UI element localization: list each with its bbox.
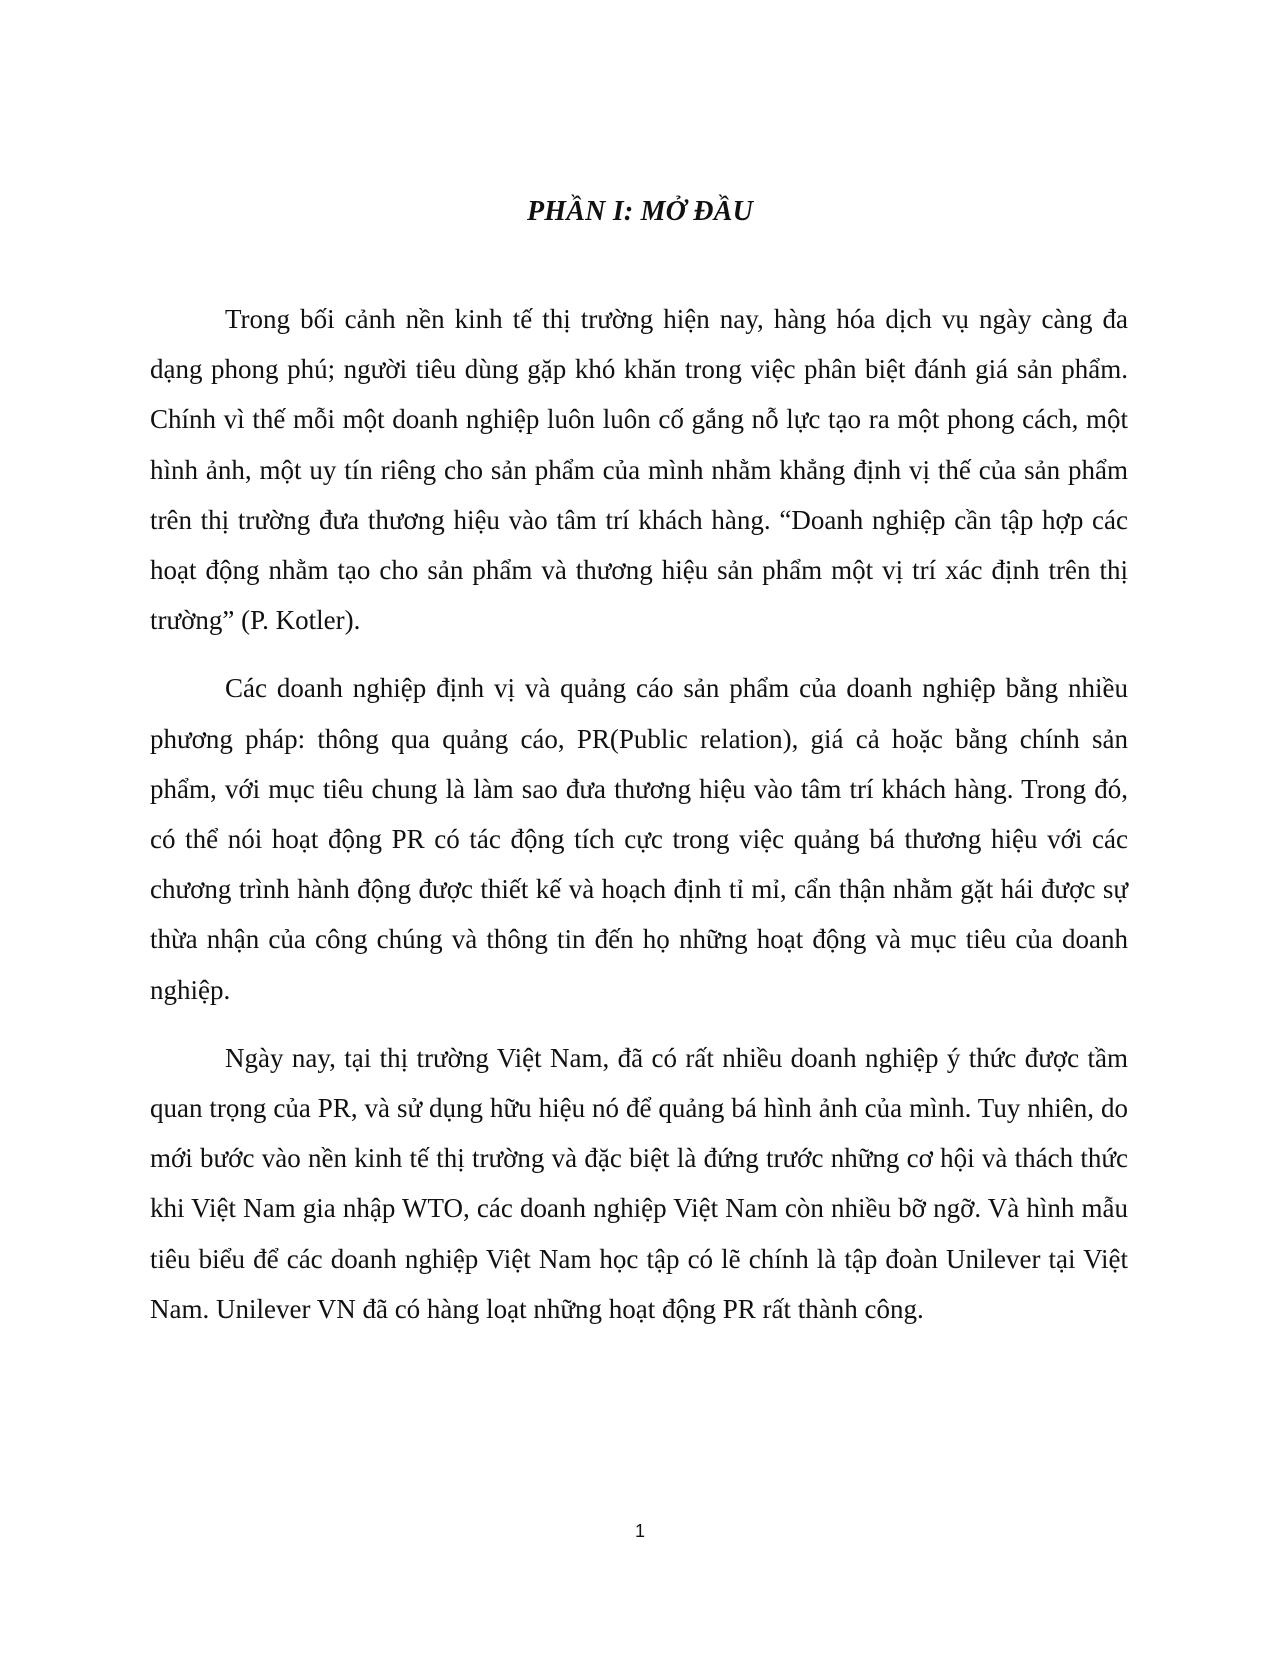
- paragraph-pr-methods: Các doanh nghiệp định vị và quảng cáo sản phẩm của doanh nghiệp bằng nhiều phương pháp: thông qua quảng cáo, PR(Public relation), giá cả hoặc bằng chính sản phẩm, với mục tiêu chung là làm sao đưa thương hiệu vào tâm trí khách hàng. Trong đó, có thể nói hoạt động PR có tác động tích cực trong việc quảng bá thương hiệu với các chương trình hành động được thiết kế và hoạch định tỉ mỉ, cẩn thận nhằm gặt hái được sự thừa nhận của công chúng và thông tin đến họ những hoạt động và mục tiêu của doanh nghiệp.: [150, 673, 1128, 1005]
- section-heading: PHẦN I: MỞ ĐẦU: [526, 196, 754, 227]
- paragraph-vietnam-market: Ngày nay, tại thị trường Việt Nam, đã có rất nhiều doanh nghiệp ý thức được tầm quan trọng của PR, và sử dụng hữu hiệu nó để quảng bá hình ảnh của mình. Tuy nhiên, do mới bước vào nền kinh tế thị trường và đặc biệt là đứng trước những cơ hội và thách thức khi Việt Nam gia nhập WTO, các doanh nghiệp Việt Nam còn nhiều bỡ ngỡ. Và hình mẫu tiêu biểu để các doanh nghiệp Việt Nam học tập có lẽ chính là tập đoàn Unilever tại Việt Nam. Unilever VN đã có hàng loạt những hoạt động PR rất thành công.: [150, 1042, 1128, 1324]
- body-text: [150, 294, 1128, 1334]
- paragraph-context: Trong bối cảnh nền kinh tế thị trường hiện nay, hàng hóa dịch vụ ngày càng đa dạng phong phú; người tiêu dùng gặp khó khăn trong việc phân biệt đánh giá sản phẩm. Chính vì thế mỗi một doanh nghiệp luôn luôn cố gắng nỗ lực tạo ra một phong cách, một hình ảnh, một uy tín riêng cho sản phẩm của mình nhằm khẳng định vị thế của sản phẩm trên thị trường đưa thương hiệu vào tâm trí khách hàng. “Doanh nghiệp cần tập hợp các hoạt động nhằm tạo cho sản phẩm và thương hiệu sản phẩm một vị trí xác định trên thị trường” (P. Kotler).: [150, 304, 1128, 636]
- page-number: 1: [634, 1521, 645, 1541]
